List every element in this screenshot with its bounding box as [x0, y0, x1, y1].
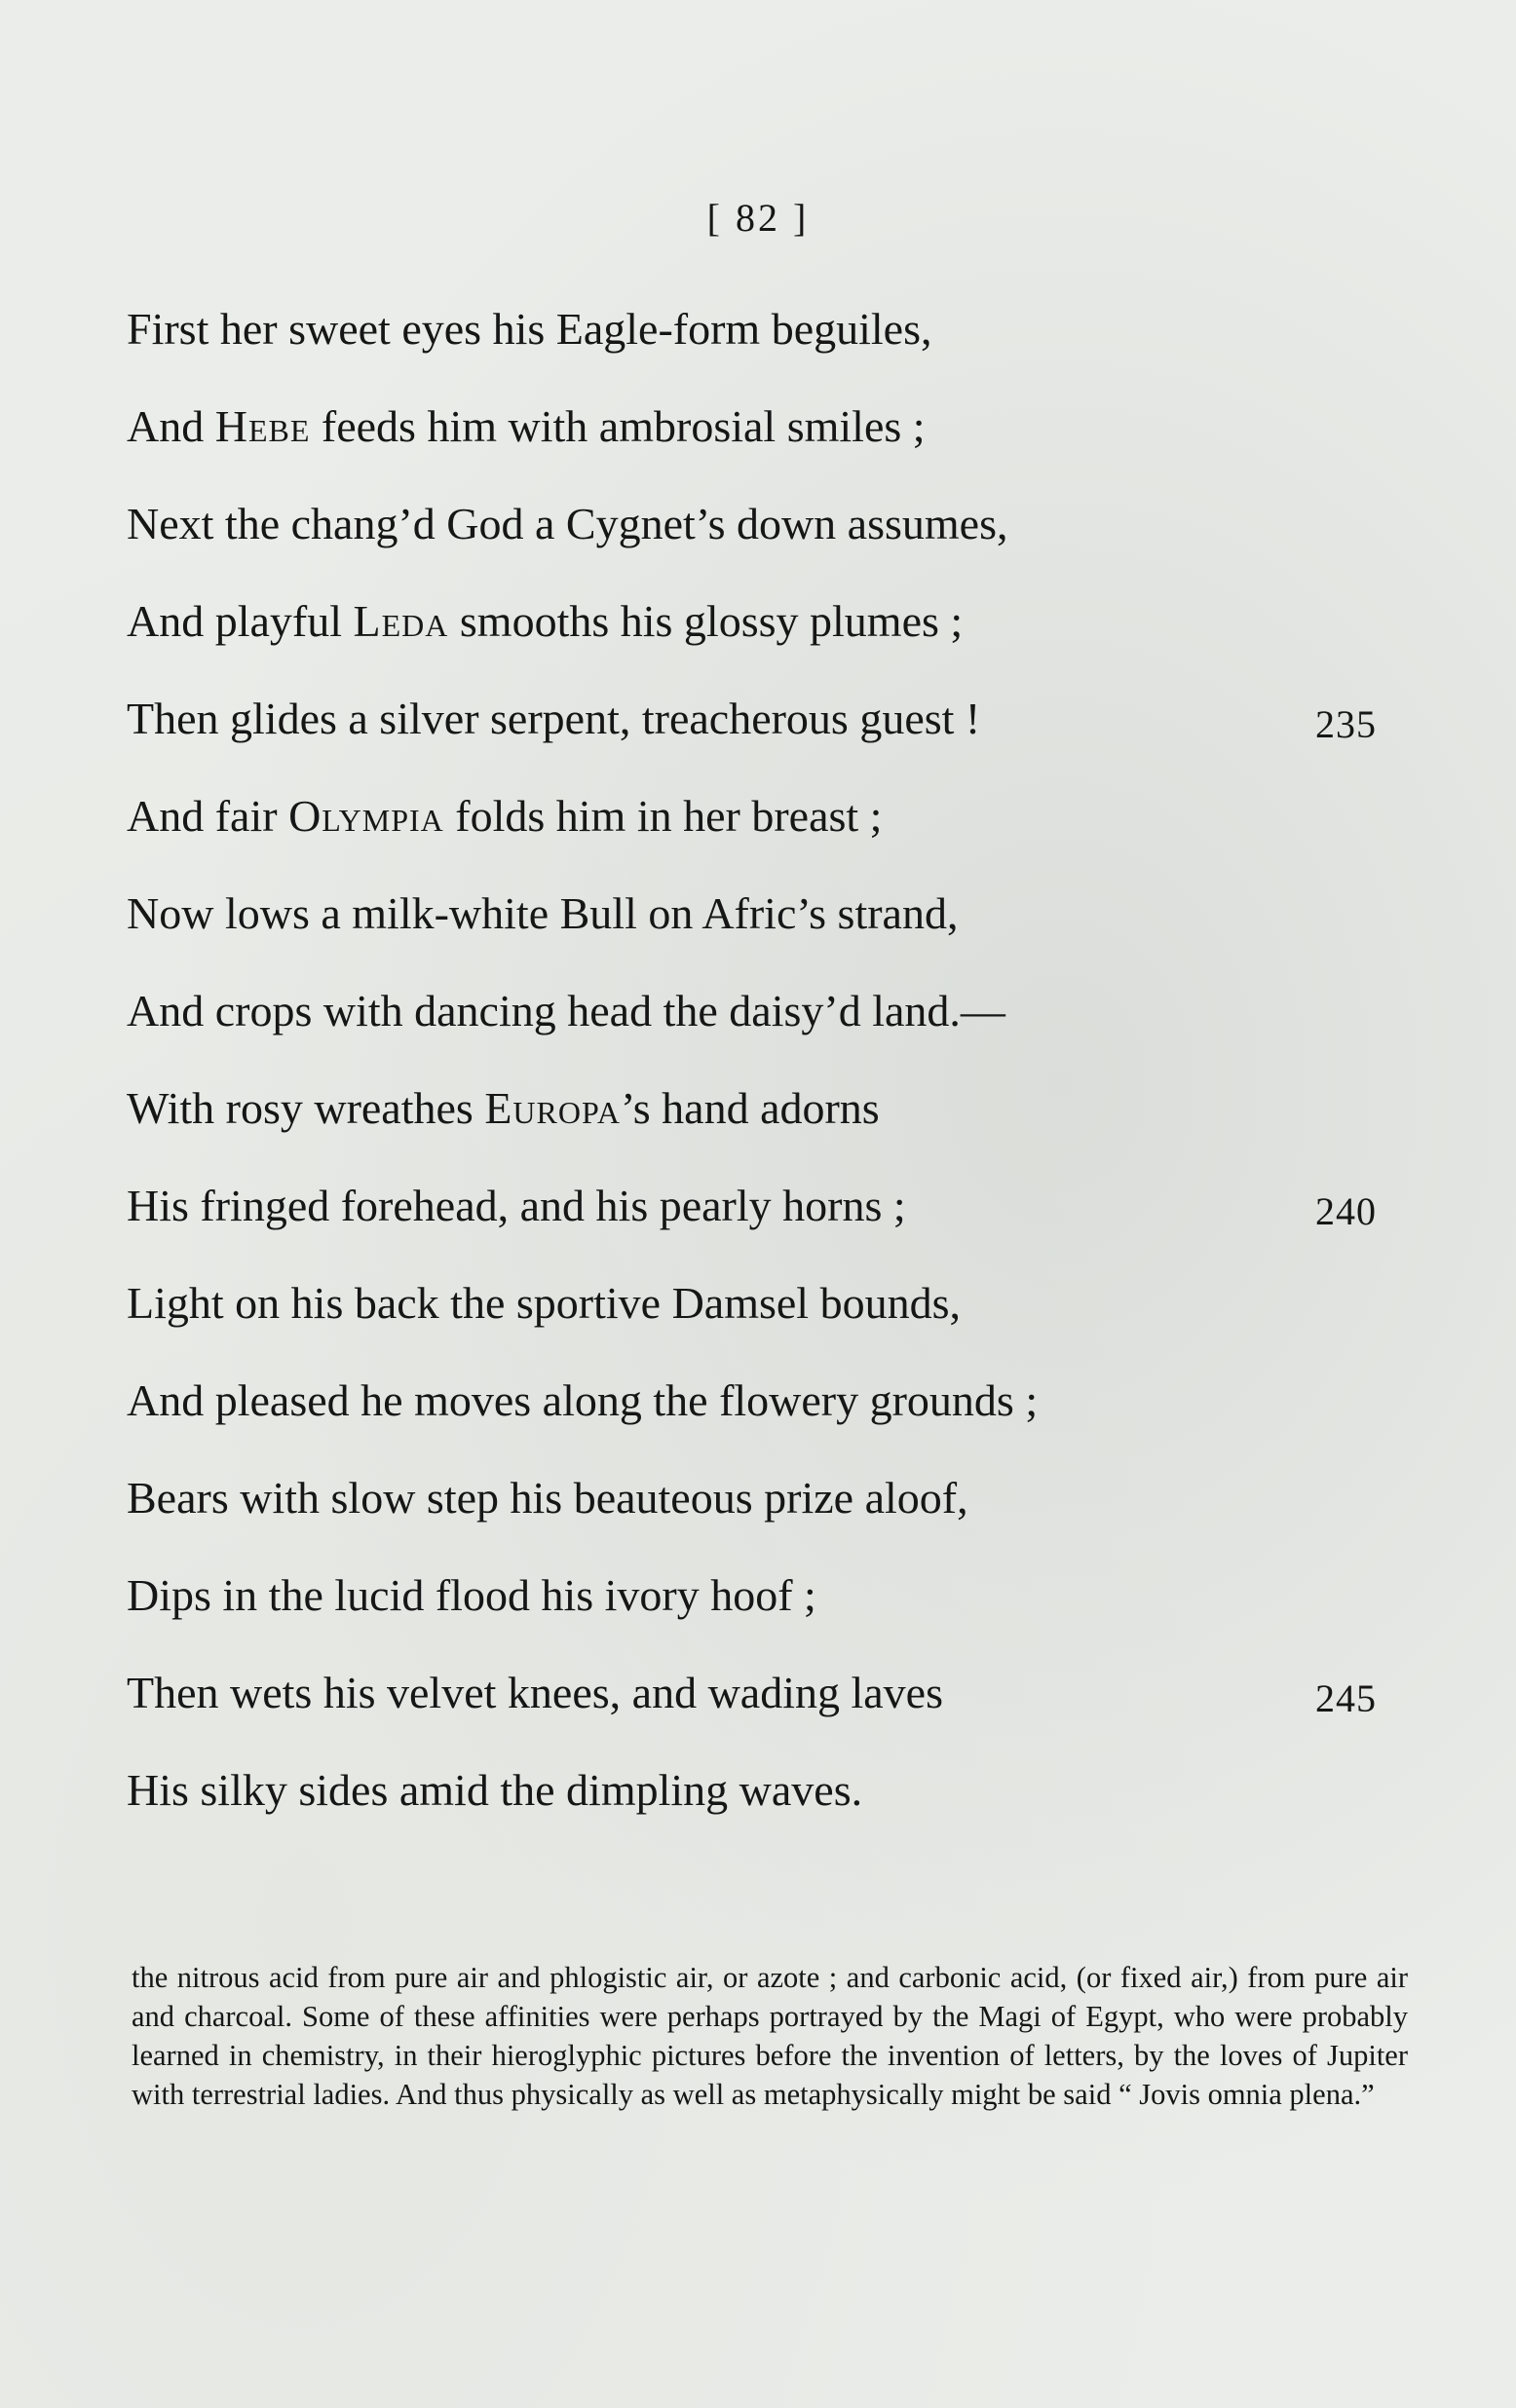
footnote: [132, 1958, 1408, 2114]
verse-text: His silky sides amid the dimpling waves.: [127, 1765, 863, 1815]
verse-text: Now lows a milk-white Bull on Afric’s strand,: [127, 888, 959, 938]
verse-line: [127, 281, 1413, 378]
line-number: 245: [1315, 1676, 1377, 1720]
verse-text: Bears with slow step his beauteous prize aloof,: [127, 1473, 968, 1523]
verse-line: [127, 865, 1413, 962]
verse-line: [127, 1352, 1413, 1449]
verse-text: Then wets his velvet knees, and wading laves: [127, 1668, 943, 1717]
verse-line: [127, 962, 1413, 1060]
verse-line: [127, 1255, 1413, 1352]
verse-line: [127, 1742, 1413, 1839]
verse-line: [127, 1060, 1413, 1157]
verse-text: Then glides a silver serpent, treacherous guest !: [127, 694, 981, 743]
verse-text: Next the chang’d God a Cygnet’s down assumes,: [127, 499, 1008, 548]
verse-text: folds him in her breast ;: [443, 791, 883, 841]
verse-name-small-caps: Hebe: [214, 401, 311, 451]
verse-name-small-caps: Leda: [353, 596, 449, 646]
verse-line: [127, 378, 1413, 475]
verse-text: ’s hand adorns: [620, 1083, 880, 1133]
line-number: 240: [1315, 1189, 1377, 1233]
verse-line: [127, 1157, 1413, 1255]
verse-line: [127, 1547, 1413, 1644]
verse-line: [127, 1449, 1413, 1547]
verse-line: [127, 475, 1413, 573]
verse-block: [127, 281, 1413, 1839]
verse-text: With rosy wreathes: [127, 1083, 485, 1133]
verse-name-small-caps: Europa: [484, 1083, 621, 1133]
verse-text: Light on his back the sportive Damsel bounds,: [127, 1278, 961, 1328]
line-number: 235: [1315, 702, 1377, 746]
verse-line: [127, 1644, 1413, 1742]
verse-text: Dips in the lucid flood his ivory hoof ;: [127, 1570, 816, 1620]
verse-line: [127, 573, 1413, 670]
verse-text: And playful: [127, 596, 354, 646]
page-number: [ 82 ]: [706, 196, 810, 240]
footnote-text: the nitrous acid from pure air and phlogistic air, or azote ; and carbonic acid, (or fixed air,) from pure air and charcoal. Some of these affinities were perhaps portrayed by the Magi of Egypt, who were probably learned in chemistry, in their hieroglyphic pictures before the invention of letters, by the loves of Jupiter with terrestrial ladies. And thus physically as well as metaphysically might be said “ Jovis omnia plena.”: [132, 1961, 1408, 2111]
verse-text: And: [127, 401, 215, 451]
verse-text: smooths his glossy plumes ;: [448, 596, 964, 646]
verse-text: And fair: [127, 791, 289, 841]
verse-line: [127, 768, 1413, 865]
verse-text: feeds him with ambrosial smiles ;: [310, 401, 926, 451]
verse-text: His fringed forehead, and his pearly horns ;: [127, 1181, 906, 1230]
verse-line: [127, 670, 1413, 768]
verse-text: And crops with dancing head the daisy’d land.—: [127, 986, 1005, 1035]
verse-text: First her sweet eyes his Eagle-form beguiles,: [127, 304, 932, 354]
verse-name-small-caps: Olympia: [288, 791, 444, 841]
verse-text: And pleased he moves along the flowery grounds ;: [127, 1375, 1039, 1425]
